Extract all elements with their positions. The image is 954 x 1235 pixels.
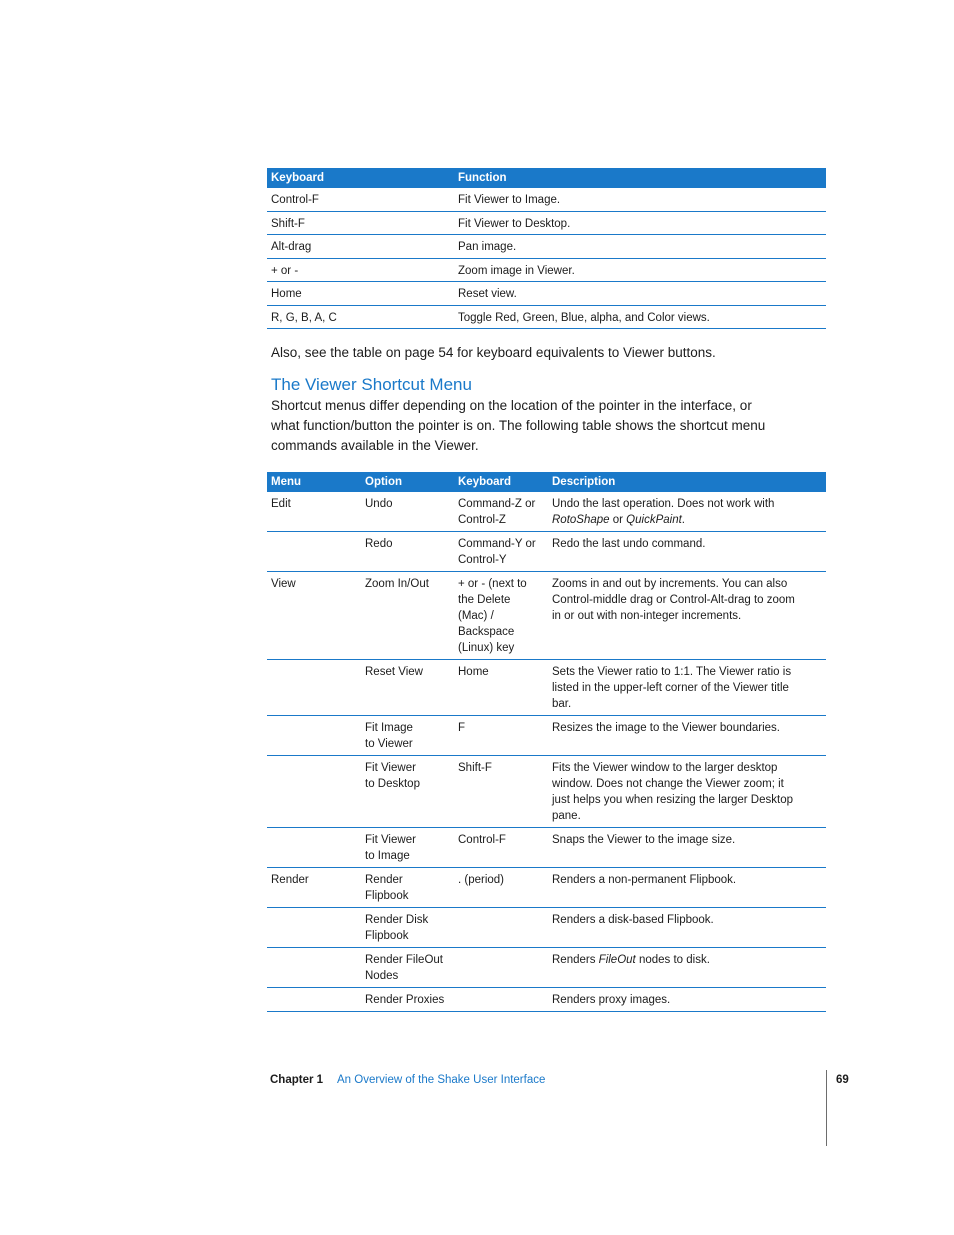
keyboard-cell: Control-F: [454, 828, 548, 868]
keyboard-cell: Control-F: [267, 188, 454, 211]
table-row: [267, 188, 826, 211]
table-row: [267, 716, 826, 756]
header-option: Option: [361, 472, 454, 492]
option-cell: Zoom In/Out: [361, 572, 454, 660]
keyboard-cell: R, G, B, A, C: [267, 305, 454, 329]
header-keyboard: Keyboard: [454, 472, 548, 492]
description-cell: Renders proxy images.: [548, 988, 826, 1012]
keyboard-cell: . (period): [454, 868, 548, 908]
description-text: Undo the last operation. Does not work with: [552, 498, 775, 510]
description-text: or: [609, 514, 627, 526]
table-row: [267, 572, 826, 660]
table-header-row: [267, 472, 826, 492]
section-heading: The Viewer Shortcut Menu: [271, 375, 472, 394]
menu-cell: [267, 828, 361, 868]
keyboard-cell: Home: [454, 660, 548, 716]
option-cell: Render FileOut Nodes: [361, 948, 454, 988]
italic-term: FileOut: [598, 954, 636, 966]
viewer-shortcut-menu-table: [267, 472, 826, 1012]
description-cell: Renders a disk-based Flipbook.: [548, 908, 826, 948]
table-row: [267, 948, 826, 988]
function-cell: Zoom image in Viewer.: [454, 258, 826, 282]
table-row: [267, 868, 826, 908]
option-cell: Undo: [361, 492, 454, 532]
header-description: Description: [548, 472, 826, 492]
header-menu: Menu: [267, 472, 361, 492]
header-keyboard: Keyboard: [267, 168, 454, 188]
header-function: Function: [454, 168, 826, 188]
footer-divider: [826, 1070, 827, 1146]
menu-cell: View: [267, 572, 361, 660]
function-cell: Fit Viewer to Desktop.: [454, 211, 826, 235]
function-cell: Reset view.: [454, 282, 826, 306]
option-cell: Render Flipbook: [361, 868, 454, 908]
keyboard-cell: Alt-drag: [267, 235, 454, 259]
function-cell: Pan image.: [454, 235, 826, 259]
menu-cell: [267, 660, 361, 716]
table-body: [267, 492, 826, 1012]
description-cell: [548, 948, 826, 988]
footer-chapter-title: An Overview of the Shake User Interface: [337, 1074, 546, 1086]
table-row: [267, 305, 826, 329]
italic-term: RotoShape: [552, 514, 610, 526]
keyboard-cell: Shift-F: [454, 756, 548, 828]
option-cell: Reset View: [361, 660, 454, 716]
table-row: [267, 908, 826, 948]
menu-cell: [267, 756, 361, 828]
description-text: Renders: [552, 954, 599, 966]
table-row: [267, 532, 826, 572]
option-cell: Fit Viewer to Desktop: [361, 756, 454, 828]
description-cell: Renders a non-permanent Flipbook.: [548, 868, 826, 908]
option-cell: Render Disk Flipbook: [361, 908, 454, 948]
description-cell: Redo the last undo command.: [548, 532, 826, 572]
keyboard-shortcut-table: [267, 168, 826, 329]
keyboard-cell: [454, 908, 548, 948]
page-number: 69: [836, 1074, 849, 1086]
menu-cell: [267, 532, 361, 572]
description-cell: Fits the Viewer window to the larger desktop window. Does not change the Viewer zoom; it just helps you when resizing the larger Desktop pane.: [548, 756, 826, 828]
description-text: nodes to disk.: [635, 954, 710, 966]
option-cell: Render Proxies: [361, 988, 454, 1012]
keyboard-cell: F: [454, 716, 548, 756]
keyboard-cell: + or - (next to the Delete (Mac) / Backspace (Linux) key: [454, 572, 548, 660]
description-cell: Snaps the Viewer to the image size.: [548, 828, 826, 868]
keyboard-cell: [454, 988, 548, 1012]
table-row: [267, 258, 826, 282]
table-row: [267, 282, 826, 306]
menu-cell: Edit: [267, 492, 361, 532]
body-text: Also, see the table on page 54 for keyboard equivalents to Viewer buttons.: [271, 345, 716, 360]
table-row: [267, 756, 826, 828]
description-text: .: [681, 514, 685, 526]
menu-cell: Render: [267, 868, 361, 908]
menu-cell: [267, 716, 361, 756]
option-cell: Fit Viewer to Image: [361, 828, 454, 868]
footer-chapter-label: Chapter 1: [270, 1074, 324, 1086]
section-intro: Shortcut menus differ depending on the location of the pointer in the interface, or what function/button the pointer is on. The following table shows the shortcut menu commands available in the Viewer.: [271, 398, 766, 453]
table-row: [267, 988, 826, 1012]
menu-cell: [267, 948, 361, 988]
menu-cell: [267, 988, 361, 1012]
keyboard-cell: Shift-F: [267, 211, 454, 235]
table-header-row: [267, 168, 826, 188]
menu-cell: [267, 908, 361, 948]
description-cell: Resizes the image to the Viewer boundaries.: [548, 716, 826, 756]
option-cell: Fit Image to Viewer: [361, 716, 454, 756]
table-body: [267, 188, 826, 329]
description-cell: Sets the Viewer ratio to 1:1. The Viewer ratio is listed in the upper-left corner of the Viewer title bar.: [548, 660, 826, 716]
table-row: [267, 492, 826, 532]
table-row: [267, 660, 826, 716]
table-row: [267, 211, 826, 235]
description-cell: [548, 492, 826, 532]
keyboard-cell: Home: [267, 282, 454, 306]
function-cell: Fit Viewer to Image.: [454, 188, 826, 211]
keyboard-cell: + or -: [267, 258, 454, 282]
keyboard-cell: [454, 948, 548, 988]
option-cell: Redo: [361, 532, 454, 572]
table-row: [267, 828, 826, 868]
keyboard-cell: Command-Z or Control-Z: [454, 492, 548, 532]
description-cell: Zooms in and out by increments. You can also Control-middle drag or Control-Alt-drag to zoom in or out with non-integer increments.: [548, 572, 826, 660]
function-cell: Toggle Red, Green, Blue, alpha, and Color views.: [454, 305, 826, 329]
table-row: [267, 235, 826, 259]
italic-term: QuickPaint: [626, 514, 682, 526]
keyboard-cell: Command-Y or Control-Y: [454, 532, 548, 572]
